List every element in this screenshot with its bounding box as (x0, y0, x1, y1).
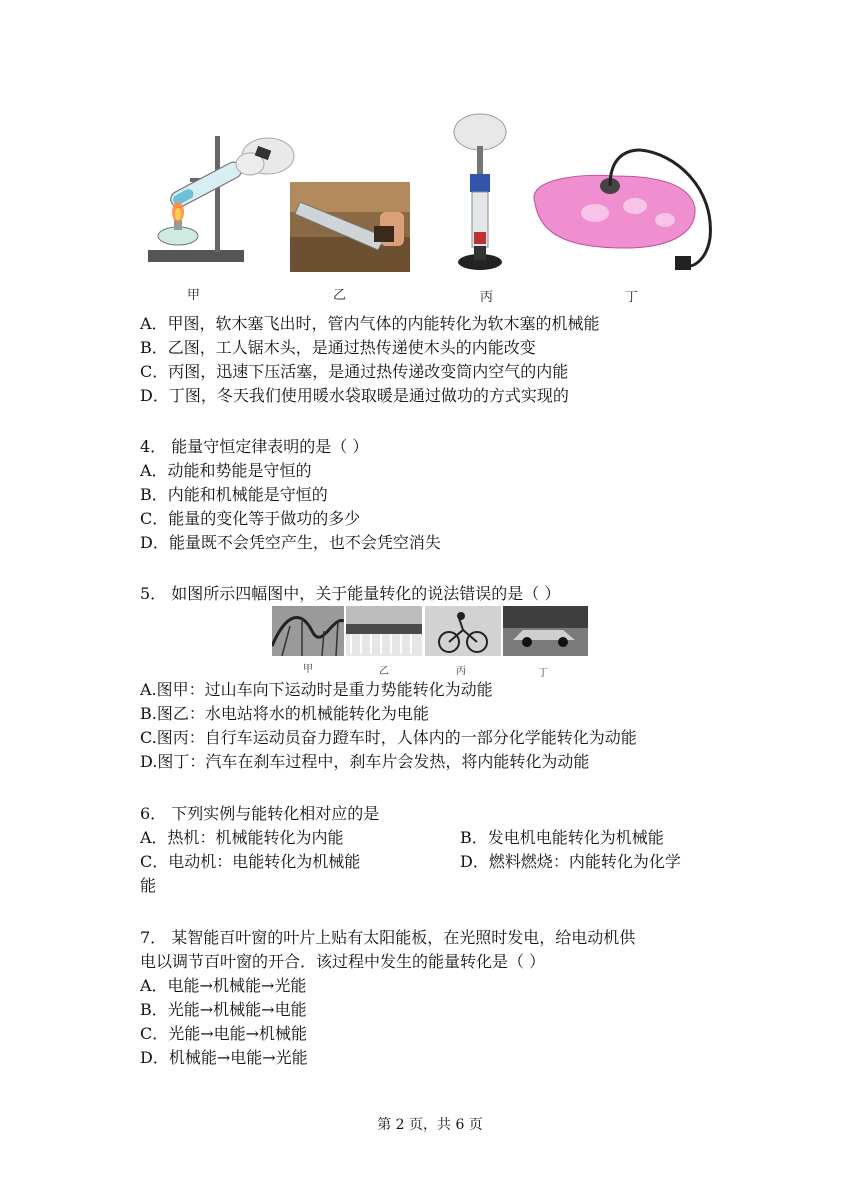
q6-option-a: A．热机：机械能转化为内能 (140, 828, 344, 847)
q5-caption-yi: 乙 (379, 666, 389, 677)
q7-option-d: D．机械能→电能→光能 (140, 1048, 308, 1067)
figure-q5-car (503, 606, 588, 656)
q4-option-d: D．能量既不会凭空产生，也不会凭空消失 (140, 533, 441, 552)
q5-caption-ding: 丁 (538, 668, 548, 679)
q3-option-b: B．乙图，工人锯木头，是通过热传递使木头的内能改变 (140, 338, 536, 357)
q4-stem: 4． 能量守恒定律表明的是（ ） (140, 437, 369, 456)
figure-yi-saw-wood (290, 182, 410, 272)
figure3-caption-bing: 丙 (480, 290, 494, 305)
q7-stem-line2: 电以调节百叶窗的开合．该过程中发生的能量转化是（ ） (140, 952, 546, 971)
q6-option-b: B．发电机电能转化为机械能 (460, 828, 664, 847)
q6-option-d: D．燃料燃烧：内能转化为化学 (460, 852, 681, 871)
q7-option-b: B．光能→机械能→电能 (140, 1000, 307, 1019)
q5-option-b: B.图乙：水电站将水的机械能转化为电能 (140, 704, 429, 723)
figure-q5-cyclist (425, 606, 501, 656)
q5-caption-bing: 丙 (456, 666, 466, 677)
figure-ding-hot-water-bag (515, 148, 740, 283)
q4-option-c: C．能量的变化等于做功的多少 (140, 509, 361, 528)
q6-option-d-wrap: 能 (140, 876, 157, 895)
q5-stem: 5． 如图所示四幅图中，关于能量转化的说法错误的是（ ） (140, 584, 561, 603)
figure3-caption-ding: 丁 (625, 290, 639, 305)
page-footer: 第 2 页，共 6 页 (377, 1117, 483, 1133)
q5-option-c: C.图丙：自行车运动员奋力蹬车时，人体内的一部分化学能转化为动能 (140, 728, 637, 747)
q4-option-b: B．内能和机械能是守恒的 (140, 485, 328, 504)
figure3-caption-jia: 甲 (187, 288, 201, 303)
q3-option-a: A．甲图，软木塞飞出时，管内气体的内能转化为软木塞的机械能 (140, 314, 600, 333)
figure3-caption-yi: 乙 (333, 288, 347, 303)
figure-bing-air-pump (440, 112, 520, 277)
q7-stem-line1: 7． 某智能百叶窗的叶片上贴有太阳能板，在光照时发电，给电动机供 (140, 928, 636, 947)
q3-option-d: D．丁图，冬天我们使用暖水袋取暖是通过做功的方式实现的 (140, 386, 569, 405)
figure-q5-roller-coaster (272, 606, 344, 656)
q5-option-d: D.图丁：汽车在刹车过程中，刹车片会发热，将内能转化为动能 (140, 752, 590, 771)
figure-q5-hydropower-station (346, 606, 422, 656)
q5-caption-jia: 甲 (303, 664, 313, 675)
q3-option-c: C．丙图，迅速下压活塞，是通过热传递改变筒内空气的内能 (140, 362, 569, 381)
q4-option-a: A．动能和势能是守恒的 (140, 461, 312, 480)
q7-option-c: C．光能→电能→机械能 (140, 1024, 308, 1043)
q7-option-a: A．电能→机械能→光能 (140, 976, 307, 995)
q6-stem: 6． 下列实例与能转化相对应的是 (140, 804, 380, 823)
figure-jia-test-tube (140, 128, 300, 273)
q5-option-a: A.图甲：过山车向下运动时是重力势能转化为动能 (140, 680, 493, 699)
q6-option-c: C．电动机：电能转化为机械能 (140, 852, 361, 871)
